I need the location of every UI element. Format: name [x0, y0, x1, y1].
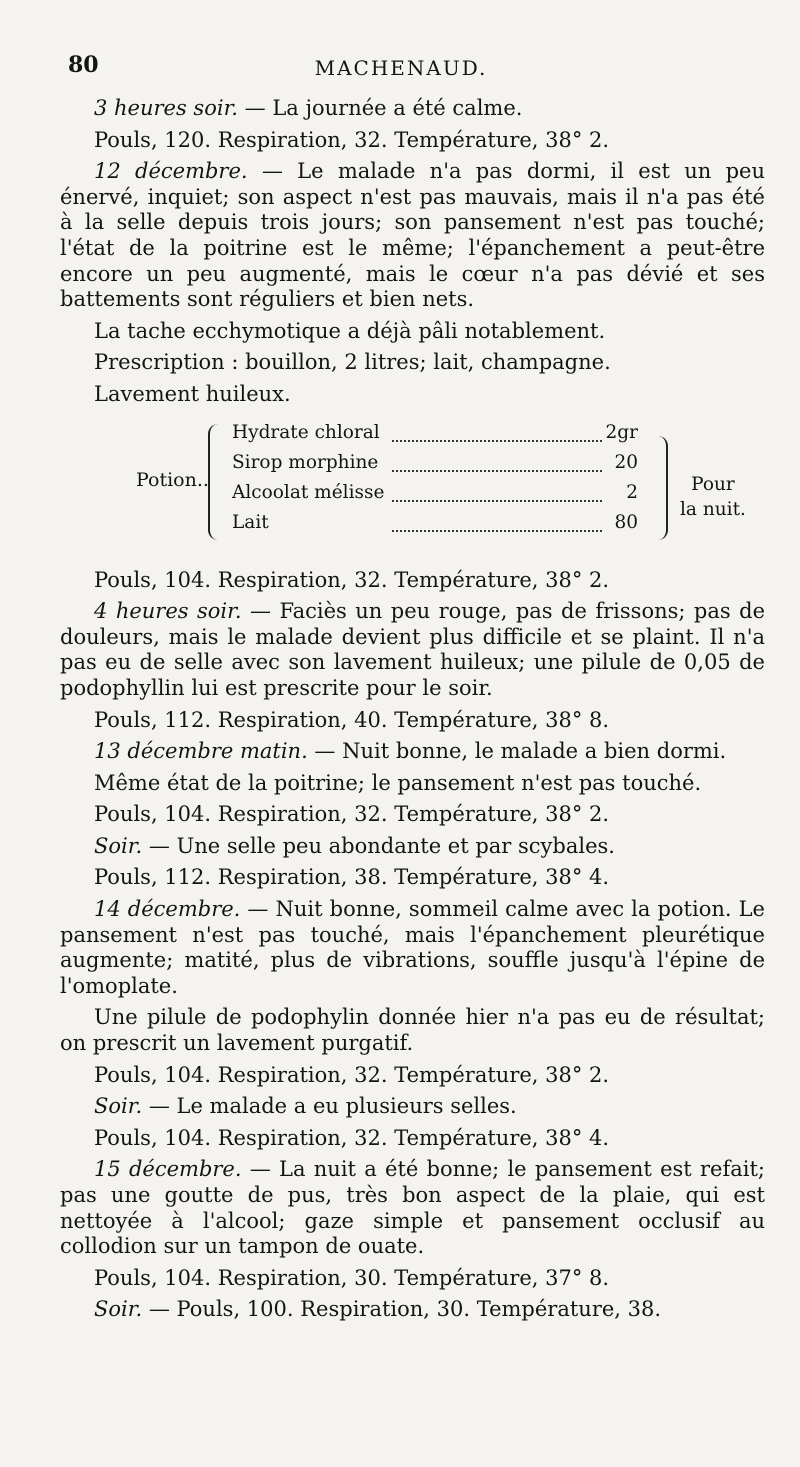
entry-14-decembre: [60, 897, 765, 999]
tache-line: La tache ecchymotique a déjà pâli notablement.: [94, 318, 606, 343]
entry-soir-15: [60, 1297, 765, 1323]
page-header: [62, 50, 740, 90]
vitals-line: Pouls, 104. Respiration, 32. Température, 38° 2.: [94, 802, 610, 827]
entry-text: — Faciès un peu rouge, pas de frissons; pas de douleurs, mais le malade devient plus difficile et se plaint. Il n'a pas eu de selle avec son lavement huileux; une pilule de 0,05 de podophyllin lui est prescrite pour le soir.: [60, 599, 765, 700]
pilule-line: Une pilule de podophylin donnée hier n'a pas eu de résultat; on prescrit un lavement purgatif.: [60, 1005, 765, 1056]
entry-lead: 14 décembre.: [94, 897, 241, 922]
potion-label: Potion..: [136, 468, 209, 491]
entry-text: — Pouls, 100. Respiration, 30. Température, 38.: [142, 1297, 662, 1322]
etat-line: Même état de la poitrine; le pansement n'est pas touché.: [94, 770, 702, 795]
vitals-line: Pouls, 104. Respiration, 32. Température, 38° 2.: [94, 1062, 610, 1087]
entry-lead: 3 heures soir.: [94, 96, 238, 120]
ingredient-qty: 80: [614, 511, 638, 533]
leader-dots: [392, 440, 602, 442]
vitals-line: Pouls, 112. Respiration, 40. Température, 38° 8.: [94, 707, 610, 732]
entry-text: — Nuit bonne, le malade a bien dormi.: [307, 739, 727, 764]
entry-lead: Soir.: [94, 1094, 143, 1119]
entry-text: — Le malade n'a pas dormi, il est un peu énervé, inquiet; son aspect n'est pas mauvais, mais il n'a pas été à la selle depuis trois jours; son pansement n'est pas touché; l'état de la poitrine est le même; l'épanchement a peut-être encore un peu augmenté, mais le cœur n'a pas dévié et ses battements sont réguliers et bien nets.: [60, 159, 765, 312]
entry-lead: 12 décembre.: [94, 159, 248, 184]
note-line: Pour: [691, 473, 735, 495]
running-head: MACHENAUD.: [314, 56, 488, 80]
entry-3h-soir: [60, 96, 765, 122]
ingredient-name: Sirop morphine: [232, 451, 379, 473]
entry-text: — Le malade a eu plusieurs selles.: [142, 1094, 517, 1119]
ingredient-name: Hydrate chloral: [232, 421, 380, 443]
entry-lead: Soir.: [94, 833, 143, 858]
vitals-line: Pouls, 104. Respiration, 32. Température, 38° 2.: [94, 567, 610, 592]
leader-dots: [392, 530, 602, 532]
entry-text: — Nuit bonne, sommeil calme avec la potion. Le pansement n'est pas touché, mais l'épanchement pleurétique augmente; matité, plus de vibrations, souffle jusqu'à l'épine de l'omoplate.: [60, 897, 765, 998]
vitals-line: Pouls, 104. Respiration, 32. Température, 38° 4.: [94, 1125, 610, 1150]
vitals-line: Pouls, 104. Respiration, 30. Température, 37° 8.: [94, 1265, 610, 1290]
ingredient-qty: 2: [626, 481, 638, 503]
entry-lead: 4 heures soir.: [94, 599, 242, 624]
lavement-line: Lavement huileux.: [94, 381, 291, 406]
note-line: la nuit.: [680, 498, 746, 520]
entry-15-decembre: [60, 1157, 765, 1259]
right-brace: [656, 436, 668, 540]
entry-lead: 15 décembre.: [94, 1157, 242, 1182]
entry-text: — La journée a été calme.: [237, 96, 523, 120]
entry-13-decembre: [60, 739, 765, 765]
entry-text: — Une selle peu abondante et par scybales.: [142, 833, 615, 858]
vitals-line: Pouls, 120. Respiration, 32. Température, 38° 2.: [94, 127, 610, 152]
prescription-line: Prescription : bouillon, 2 litres; lait, champagne.: [94, 350, 611, 375]
entry-text: — La nuit a été bonne; le pansement est refait; pas une goutte de pus, très bon aspect de la plaie, qui est nettoyée à l'alcool; gaze simple et pansement occlusif au collodion sur un tampon de ouate.: [60, 1157, 765, 1259]
entry-12-decembre: [60, 159, 765, 313]
leader-dots: [392, 470, 602, 472]
potion-formula: [60, 414, 765, 564]
entry-lead: 13 décembre matin.: [94, 739, 308, 764]
vitals-line: Pouls, 112. Respiration, 38. Température, 38° 4.: [94, 865, 610, 890]
entry-soir-13: [60, 834, 765, 860]
left-brace: [208, 424, 220, 540]
page-body: [60, 96, 765, 1329]
potion-note: [680, 472, 746, 522]
ingredient-qty: 2gr: [605, 421, 638, 443]
page-number: 80: [68, 52, 99, 78]
ingredient-qty: 20: [614, 451, 638, 473]
entry-lead: Soir.: [94, 1297, 143, 1322]
entry-4h-soir: [60, 599, 765, 701]
ingredient-name: Alcoolat mélisse: [232, 481, 385, 503]
ingredient-name: Lait: [232, 511, 269, 533]
entry-soir-14: [60, 1094, 765, 1120]
leader-dots: [392, 500, 602, 502]
